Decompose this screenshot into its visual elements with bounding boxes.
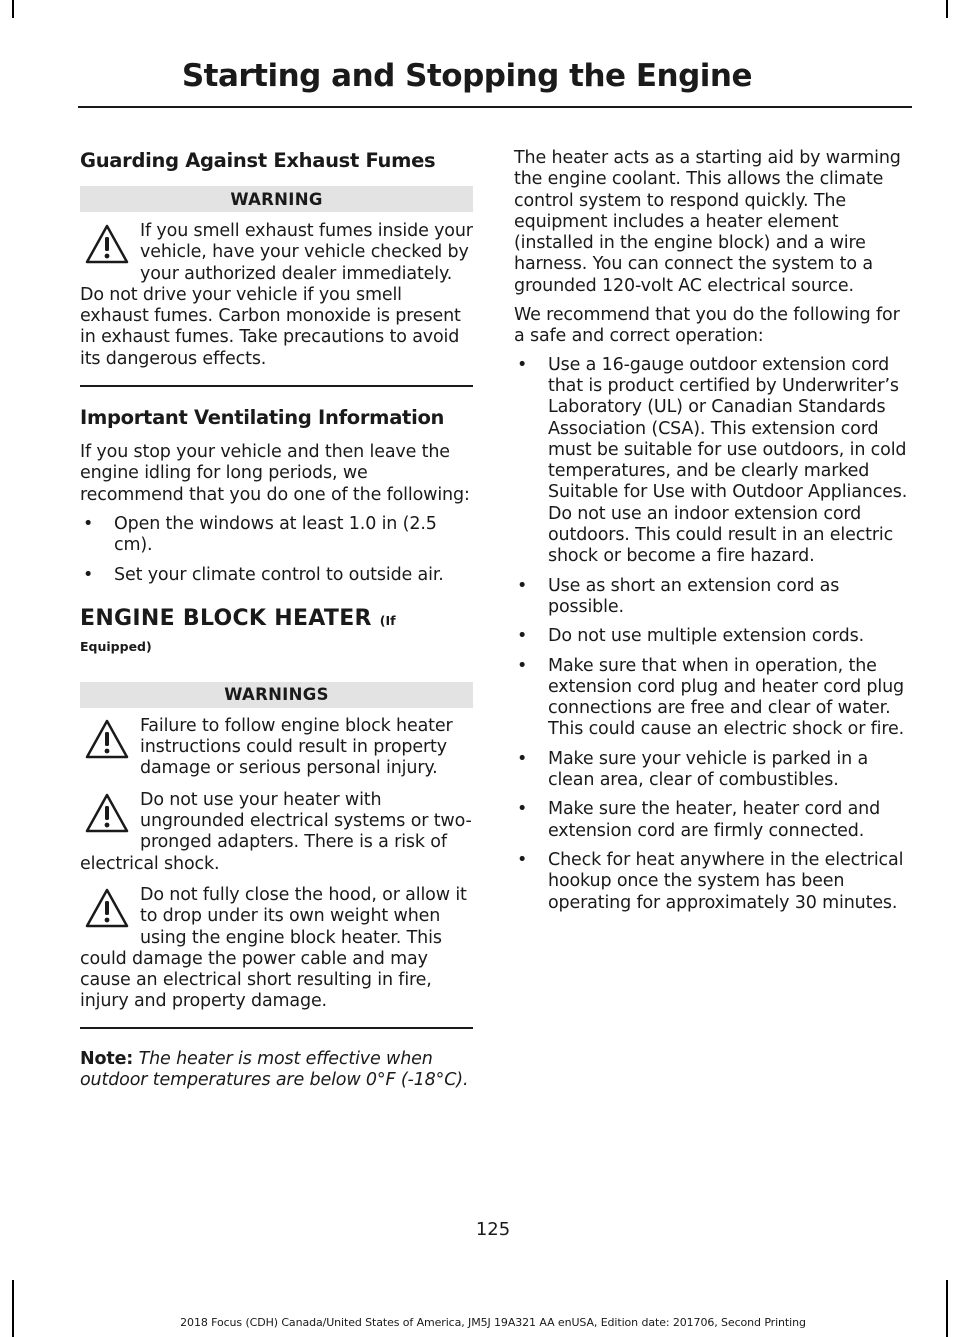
list-item: • Use a 16-gauge outdoor extension cord that is product certified by Underwriter’s Laboratory (UL) or Canadian Standards Association (CSA). This extension cord must be suitable for use outdoors, in cold temperatures, and be clearly marked Suitable for Use with Outdoor Appliances. Do not use an indoor extension cord outdoors. This could result in an electric shock or become a fire hazard. (514, 355, 909, 568)
chapter-title: ENGINE BLOCK HEATER (80, 605, 372, 631)
note (80, 1049, 473, 1092)
recommendation-list (514, 355, 909, 914)
warning-triangle-icon (84, 792, 130, 834)
warning-hood (80, 885, 473, 1013)
warning-banner: WARNING (80, 186, 473, 212)
section-heading-ventilating: Important Ventilating Information (80, 406, 445, 430)
ventilating-list (80, 514, 473, 586)
warnings-banner: WARNINGS (80, 682, 473, 708)
warning-triangle-icon (84, 718, 130, 760)
section-heading-exhaust: Guarding Against Exhaust Fumes (80, 149, 436, 172)
warning-triangle-icon (84, 887, 130, 929)
warning-divider (80, 385, 473, 387)
warning-exhaust (80, 221, 473, 370)
warning-exhaust-text: If you smell exhaust fumes inside your vehicle, have your vehicle checked by your authorized dealer immediately. Do not drive your vehicle if you smell exhaust fumes. Carbon monoxide is present in exhaust fumes. Take precautions to avoid its dangerous effects. (80, 221, 473, 369)
header-divider (78, 106, 912, 108)
warning-triangle-icon (84, 223, 130, 265)
warning-text: Do not fully close the hood, or allow it to drop under its own weight when using the engine block heater. This could damage the power cable and may cause an electrical short resulting in fire, injury and property damage. (80, 884, 467, 1012)
list-item: • Open the windows at least 1.0 in (2.5 cm). (80, 514, 473, 557)
list-item: • Make sure your vehicle is parked in a clean area, clear of combustibles. (514, 749, 909, 792)
note-label: Note: (80, 1048, 134, 1069)
list-item: • Make sure the heater, heater cord and extension cord are firmly connected. (514, 799, 909, 842)
page-number: 125 (475, 1219, 511, 1240)
chapter-title-suffix: (If (379, 612, 396, 628)
page-header-title: Starting and Stopping the Engine (181, 58, 752, 94)
warning-heater-instructions (80, 716, 473, 780)
list-item: • Check for heat anywhere in the electrical hookup once the system has been operating for approximately 30 minutes. (514, 850, 909, 914)
crop-mark-top-right-vertical (946, 0, 948, 18)
heater-description: The heater acts as a starting aid by warming the engine coolant. This allows the climate control system to respond quickly. The equipment includes a heater element (installed in the engine block) and a wire harness. You can connect the system to a grounded 120-volt AC electrical source. (514, 148, 901, 296)
crop-mark-top-left-vertical (12, 0, 14, 18)
recommendation-intro: We recommend that you do the following for a safe and correct operation: (514, 305, 900, 347)
left-column (80, 146, 473, 1091)
list-item: • Set your climate control to outside air. (80, 565, 473, 586)
list-item: • Make sure that when in operation, the extension cord plug and heater cord plug connections are free and clear of water. This could cause an electric shock or fire. (514, 656, 909, 741)
warning-text: Do not use your heater with ungrounded electrical systems or two-pronged adapters. There is a risk of electrical shock. (80, 789, 472, 874)
list-item: • Do not use multiple extension cords. (514, 626, 909, 647)
warning-ungrounded (80, 790, 473, 875)
note-text: The heater is most effective when outdoor temperatures are below 0°F (-18°C). (80, 1048, 469, 1091)
ventilating-intro: If you stop your vehicle and then leave the engine idling for long periods, we recommend that you do one of the following: (80, 442, 470, 505)
chapter-title-suffix-line2: Equipped) (80, 638, 152, 654)
chapter-heading (80, 604, 473, 636)
warning-text: Failure to follow engine block heater instructions could result in property damage or serious personal injury. (140, 715, 453, 779)
warning-divider (80, 1027, 473, 1029)
right-column (514, 146, 909, 914)
list-item: • Use as short an extension cord as possible. (514, 576, 909, 619)
edition-footer: 2018 Focus (CDH) Canada/United States of America, JM5J 19A321 AA enUSA, Edition date: 201706, Second Printing (180, 1316, 806, 1329)
